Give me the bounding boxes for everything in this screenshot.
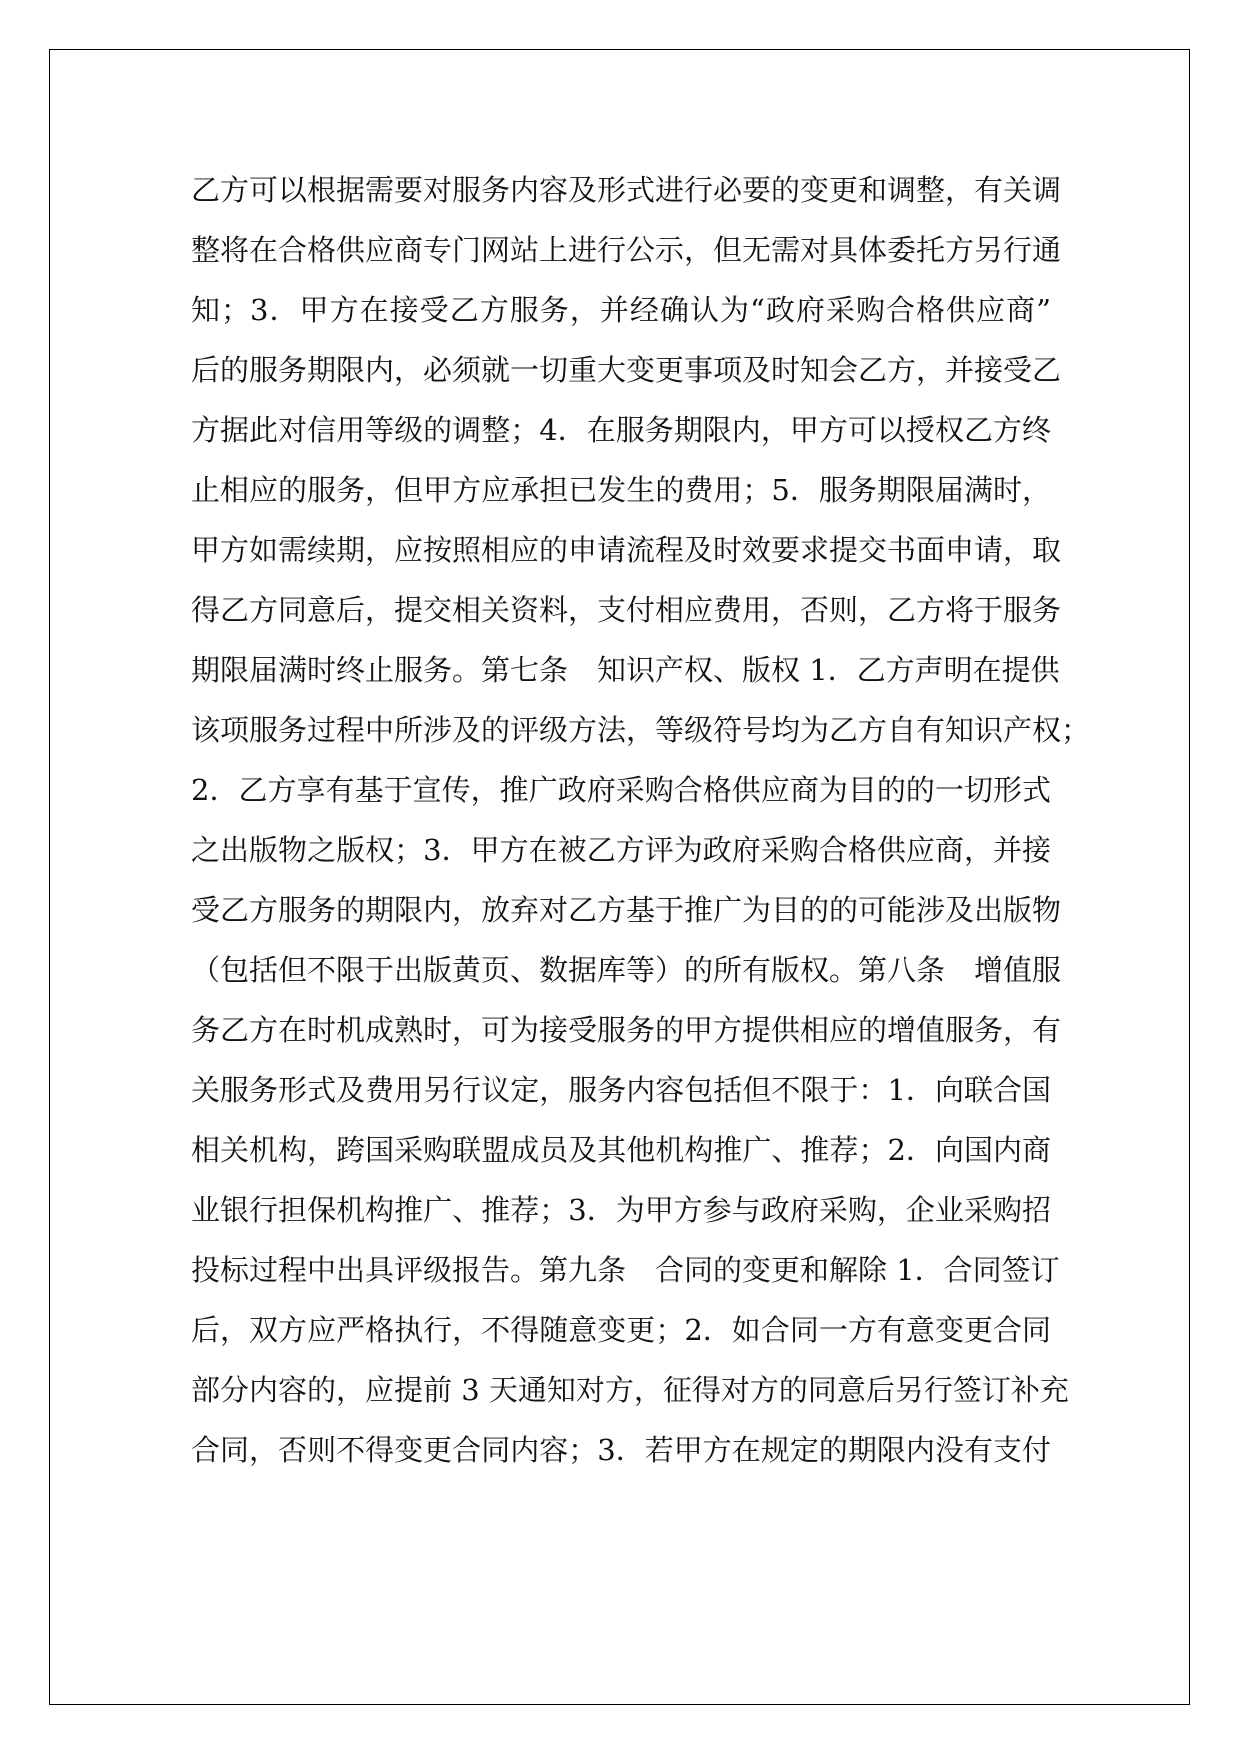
text-line-21: 部分内容的，应提前 3 天通知对方，征得对方的同意后另行签订补充	[191, 1373, 1069, 1407]
text-line-11: 2．乙方享有基于宣传，推广政府采购合格供应商为目的的一切形式	[191, 773, 1051, 807]
document-body	[191, 160, 1091, 1480]
text-line-3: 知；3．甲方在接受乙方服务，并经确认为“政府采购合格供应商”	[191, 293, 1051, 327]
text-line-22: 合同，否则不得变更合同内容；3．若甲方在规定的期限内没有支付	[191, 1433, 1051, 1467]
text-line-8: 得乙方同意后，提交相关资料，支付相应费用，否则，乙方将于服务	[191, 593, 1062, 627]
text-line-13: 受乙方服务的期限内，放弃对乙方基于推广为目的的可能涉及出版物	[191, 893, 1062, 927]
text-line-5: 方据此对信用等级的调整；4．在服务期限内，甲方可以授权乙方终	[191, 413, 1051, 447]
text-line-9: 期限届满时终止服务。第七条 知识产权、版权 1．乙方声明在提供	[191, 653, 1060, 687]
text-line-17: 相关机构，跨国采购联盟成员及其他机构推广、推荐；2．向国内商	[191, 1133, 1051, 1167]
text-line-1: 乙方可以根据需要对服务内容及形式进行必要的变更和调整，有关调	[191, 173, 1062, 207]
text-line-15: 务乙方在时机成熟时，可为接受服务的甲方提供相应的增值服务，有	[191, 1013, 1062, 1047]
text-line-20: 后，双方应严格执行，不得随意变更；2．如合同一方有意变更合同	[191, 1313, 1051, 1347]
text-line-4: 后的服务期限内，必须就一切重大变更事项及时知会乙方，并接受乙	[191, 353, 1062, 387]
text-line-7: 甲方如需续期，应按照相应的申请流程及时效要求提交书面申请，取	[191, 533, 1062, 567]
text-line-2: 整将在合格供应商专门网站上进行公示，但无需对具体委托方另行通	[191, 233, 1062, 267]
text-line-6: 止相应的服务，但甲方应承担已发生的费用；5．服务期限届满时，	[191, 473, 1051, 507]
text-line-14: （包括但不限于出版黄页、数据库等）的所有版权。第八条 增值服	[191, 953, 1062, 987]
text-line-18: 业银行担保机构推广、推荐；3．为甲方参与政府采购，企业采购招	[191, 1193, 1051, 1227]
text-line-10: 该项服务过程中所涉及的评级方法，等级符号均为乙方自有知识产权；	[191, 713, 1091, 747]
text-line-19: 投标过程中出具评级报告。第九条 合同的变更和解除 1．合同签订	[191, 1253, 1060, 1287]
text-line-12: 之出版物之版权；3．甲方在被乙方评为政府采购合格供应商，并接	[191, 833, 1051, 867]
text-line-16: 关服务形式及费用另行议定，服务内容包括但不限于：1．向联合国	[191, 1073, 1051, 1107]
